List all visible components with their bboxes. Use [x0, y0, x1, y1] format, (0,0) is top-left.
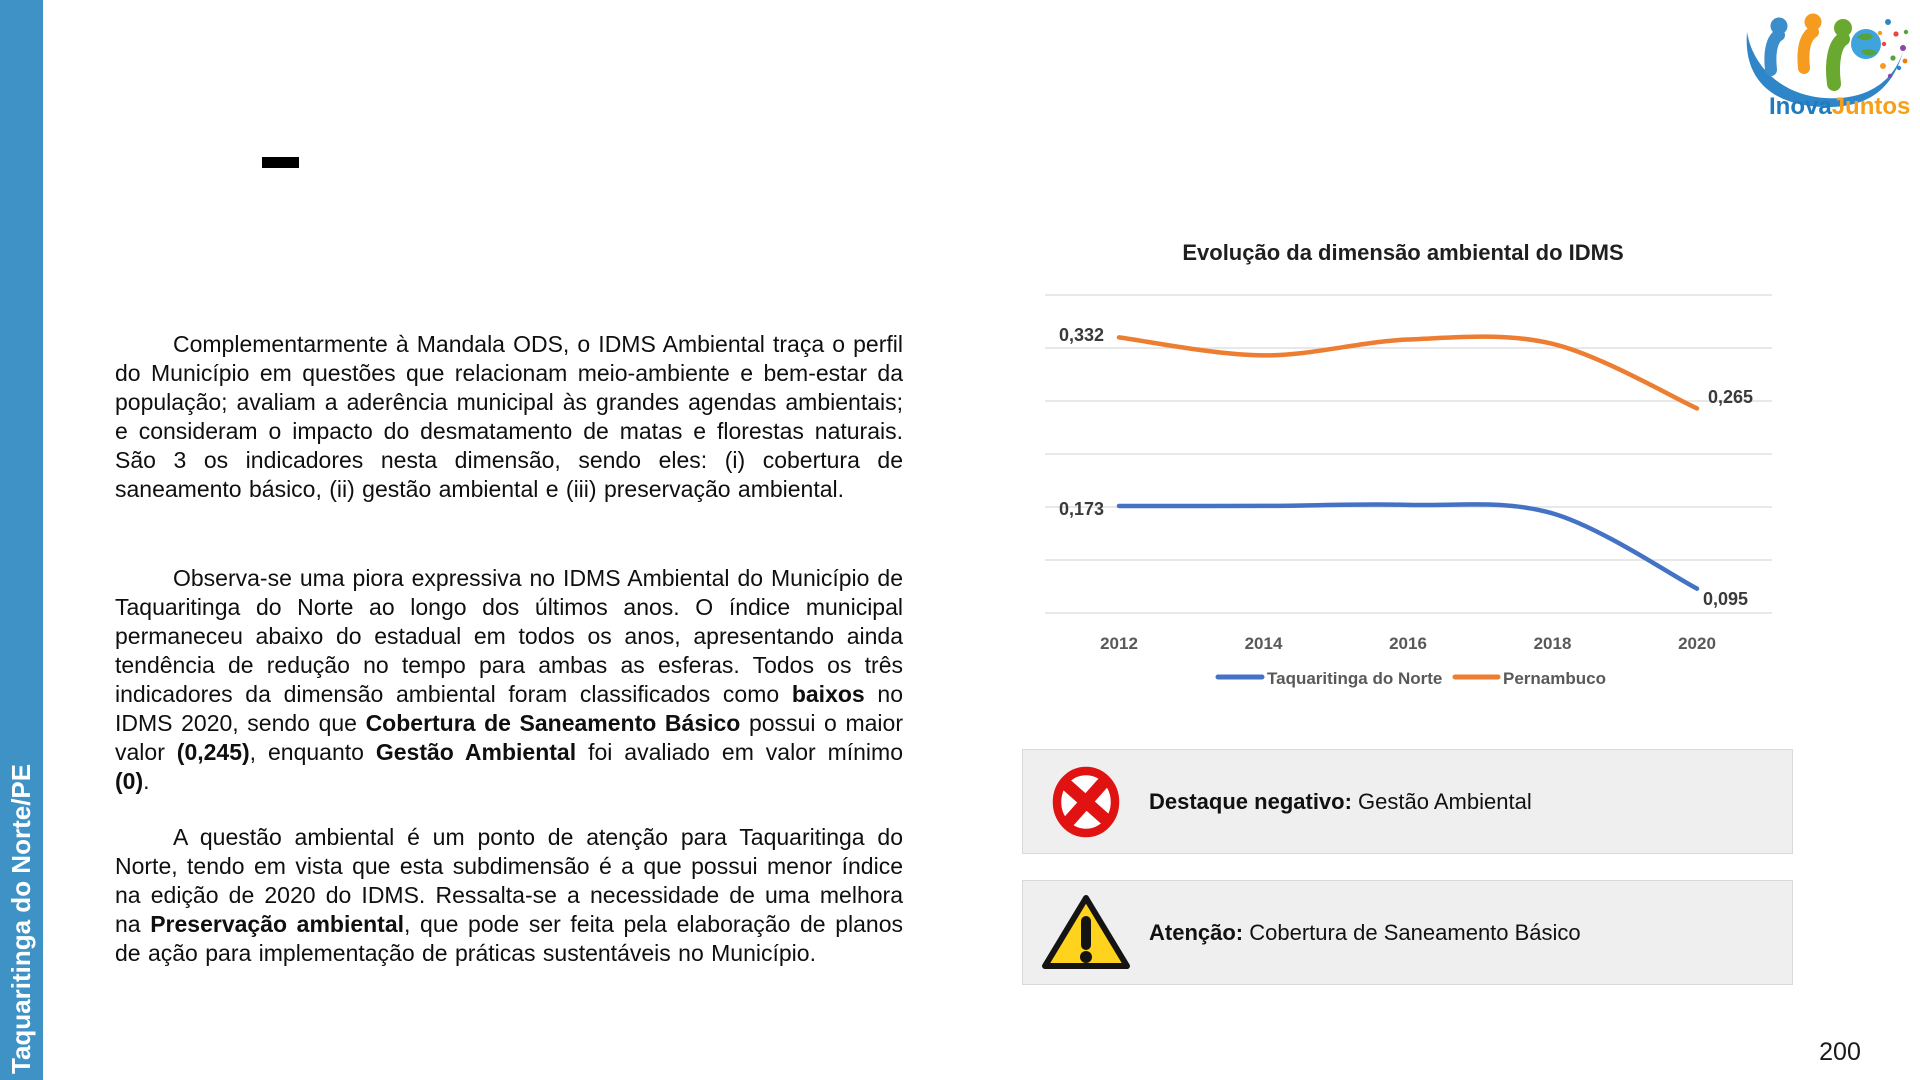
svg-text:InovaJuntos [1769, 93, 1910, 120]
series-line-taquaritinga-do-norte [1119, 504, 1697, 588]
page-number: 200 [1819, 1038, 1861, 1066]
chart-series-lines [1119, 337, 1697, 589]
inovajuntos-logo [1733, 6, 1915, 120]
warning-triangle-icon [1040, 891, 1132, 975]
paragraph-3: A questão ambiental é um ponto de atenção para Taquaritinga do Norte, tendo em vista que esta subdimensão é a que possui menor índice na edição de 2020 do IDMS. Ressalta-se a necessidade de uma melhora na Preservação ambiental, que pode ser feita pela elaboração de planos de ação para implementação de práticas sustentáveis no Município. [115, 824, 903, 966]
chart-legend [1218, 669, 1606, 688]
cross-circle-icon [1048, 764, 1124, 840]
negative-highlight-callout [1022, 749, 1793, 854]
data-label: 0,332 [1058, 325, 1104, 345]
negative-highlight-value: Gestão Ambiental [1351, 788, 1532, 814]
attention-text [1149, 920, 1581, 946]
sidebar-municipality-label: Taquaritinga do Norte/PE [6, 763, 36, 1074]
data-label: 0,095 [1703, 589, 1749, 609]
legend-label: Pernambuco [1503, 669, 1606, 688]
data-label: 0,265 [1708, 387, 1754, 407]
legend-label: Taquaritinga do Norte [1267, 669, 1443, 688]
attention-label: Atenção: [1149, 919, 1244, 945]
idms-evolution-chart [1020, 228, 1820, 698]
x-tick-label: 2020 [1678, 634, 1716, 653]
logo-dots [1878, 19, 1908, 78]
chart-title: Evolução da dimensão ambiental do IDMS [1182, 240, 1624, 265]
x-tick-label: 2012 [1100, 634, 1138, 653]
x-tick-label: 2016 [1389, 634, 1427, 653]
sidebar-band [0, 0, 43, 1080]
logo-text-inova: Inova [1769, 93, 1832, 120]
x-tick-label: 2018 [1533, 634, 1572, 653]
logo-globe [1851, 29, 1881, 59]
paragraph-1: Complementarmente à Mandala ODS, o IDMS Ambiental traça o perfil do Município em questões que relacionam meio-ambiente e bem-estar da população; avaliam a aderência municipal às grandes agendas ambientais; e consideram o impacto do desmatamento de matas e florestas naturais. São 3 os indicadores nesta dimensão, sendo eles: (i) cobertura de saneamento básico, (ii) gestão ambiental e (iii) preservação ambiental. [115, 331, 903, 502]
data-label: 0,173 [1058, 499, 1104, 519]
chart-point-labels [1059, 325, 1753, 609]
negative-highlight-label: Destaque negativo: [1149, 788, 1352, 814]
paragraph-2: Observa-se uma piora expressiva no IDMS Ambiental do Município de Taquaritinga do Norte ao longo dos últimos anos. O índice municipal permaneceu abaixo do estadual em todos os anos, apresentando ainda tendência de redução no tempo para ambas as esferas. Todos os três indicadores da dimensão ambiental foram classificados como baixos no IDMS 2020, sendo que Cobertura de Saneamento Básico possui o maior valor (0,245), enquanto Gestão Ambiental foi avaliado em valor mínimo (0). [115, 565, 903, 794]
negative-highlight-text [1149, 789, 1532, 815]
chart-x-axis-labels [1100, 634, 1716, 653]
title-dash [262, 157, 299, 168]
logo-text-juntos: Juntos [1831, 93, 1911, 120]
attention-value: Cobertura de Saneamento Básico [1243, 919, 1581, 945]
attention-callout [1022, 880, 1793, 985]
x-tick-label: 2014 [1244, 634, 1283, 653]
